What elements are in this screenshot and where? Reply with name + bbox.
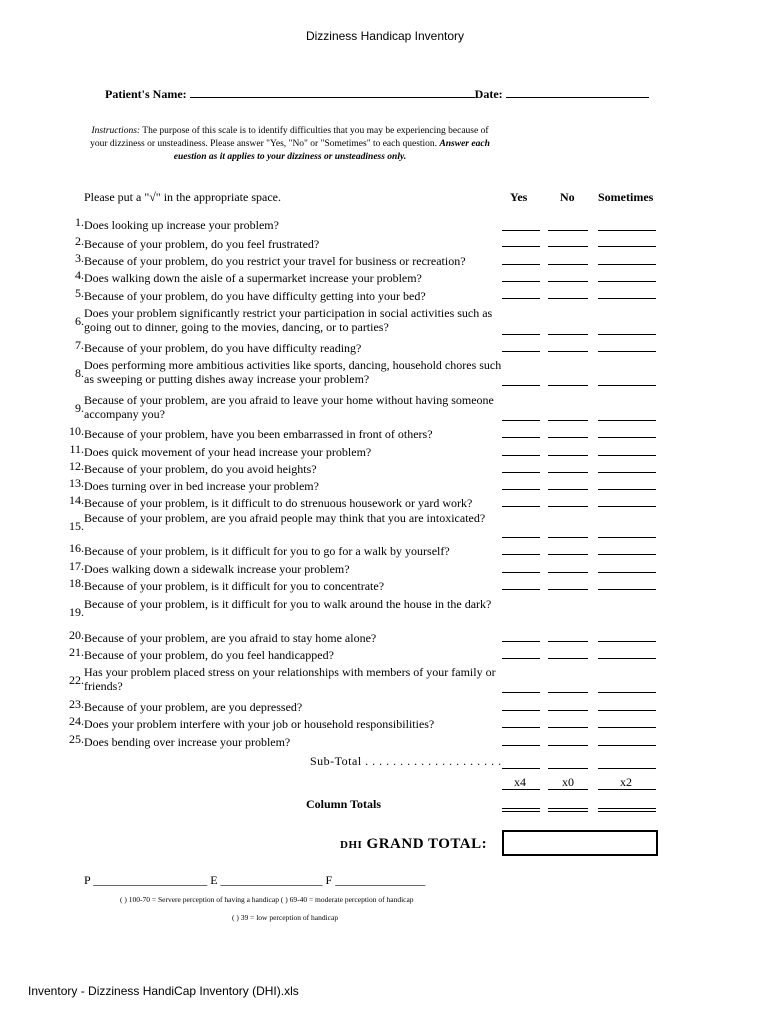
answer-sometimes-field[interactable] [598,334,656,335]
question-number: 13. [69,476,84,490]
answer-sometimes-field[interactable] [598,437,656,438]
answer-no-field[interactable] [548,727,588,728]
answer-sometimes-field[interactable] [598,281,656,282]
question-number: 4. [75,268,84,282]
answer-no-field[interactable] [548,506,588,507]
question-text: Because of your problem, do you have difficulty getting into your bed? [84,289,426,303]
answer-yes-field[interactable] [502,230,540,231]
question-number: 5. [75,286,84,300]
answer-no-field[interactable] [548,572,588,573]
question-number: 17. [69,559,84,573]
answer-yes-field[interactable] [502,489,540,490]
multiplier-yes: x4 [514,775,526,789]
answer-yes-field[interactable] [502,589,540,590]
answer-sometimes-field[interactable] [598,298,656,299]
subtotal-sometimes-field[interactable] [598,768,656,769]
patient-name-field[interactable] [190,87,475,98]
subtotal-no-field[interactable] [548,768,588,769]
answer-sometimes-field[interactable] [598,455,656,456]
instructions-emphasis: Answer each euestion as it applies to your dizziness or unsteadiness only. [173,139,490,162]
question-text: Does your problem significantly restrict your participation in social activities such as going out to dinner, going to the movies, dancing, or to parties? [84,306,493,334]
answer-sometimes-field[interactable] [598,537,656,538]
instructions-body: The purpose of this scale is to identify difficulties that you may be experiencing because of your dizziness or unsteadiness. Please answer "Yes, "No" or "Sometimes" to each question. [90,126,489,149]
answer-no-field[interactable] [548,385,588,386]
question-number: 14. [69,493,84,507]
question-number: 3. [75,251,84,265]
answer-no-field[interactable] [548,472,588,473]
question-text: Does turning over in bed increase your problem? [84,479,319,493]
answer-no-field[interactable] [548,230,588,231]
answer-no-field[interactable] [548,537,588,538]
answer-yes-field[interactable] [502,710,540,711]
answer-yes-field[interactable] [502,472,540,473]
question-text: Does walking down a sidewalk increase your problem? [84,562,350,576]
answer-no-field[interactable] [548,246,588,247]
scoring-legend-line-2: ( ) 39 = low perception of handicap [232,913,339,922]
answer-no-field[interactable] [548,264,588,265]
answer-sometimes-field[interactable] [598,589,656,590]
answer-sometimes-field[interactable] [598,472,656,473]
question-row [64,286,504,301]
answer-yes-field[interactable] [502,246,540,247]
answer-yes-field[interactable] [502,745,540,746]
question-text: Because of your problem, do you restrict your travel for business or recreation? [84,254,466,268]
answer-yes-field[interactable] [502,351,540,352]
question-number: 20. [69,628,84,642]
column-header-no: No [560,190,575,204]
question-row [64,476,504,491]
question-row [64,442,504,457]
question-text: Does your problem interfere with your job or household responsibilities? [84,717,435,731]
question-row [64,697,504,712]
question-text: Because of your problem, are you afraid people may think that you are intoxicated? [84,511,486,525]
answer-yes-field[interactable] [502,692,540,693]
answer-sometimes-field[interactable] [598,554,656,555]
answer-no-field[interactable] [548,437,588,438]
answer-no-field[interactable] [548,298,588,299]
answer-sometimes-field[interactable] [598,264,656,265]
question-row [64,393,504,423]
question-row [64,576,504,591]
question-row [64,459,504,474]
answer-sometimes-field[interactable] [598,727,656,728]
subtotal-label: Sub-Total . . . . . . . . . . . . . . . . . . . . [310,754,502,768]
column-header-sometimes: Sometimes [598,190,654,204]
answer-no-field[interactable] [548,710,588,711]
answer-no-field[interactable] [548,745,588,746]
question-number: 9. [75,401,84,415]
answer-yes-field[interactable] [502,420,540,421]
answer-yes-field[interactable] [502,537,540,538]
answer-no-field[interactable] [548,281,588,282]
question-text: Does quick movement of your head increase your problem? [84,445,372,459]
answer-sometimes-field[interactable] [598,246,656,247]
question-text: Because of your problem, have you been embarrassed in front of others? [84,427,433,441]
multiplier-sometimes-line [598,789,656,790]
answer-no-field[interactable] [548,589,588,590]
question-number: 15. [69,519,84,533]
answer-no-field[interactable] [548,334,588,335]
subtotal-yes-field[interactable] [502,768,540,769]
question-row [64,732,504,747]
grand-total-text: GRAND TOTAL: [366,836,488,852]
answer-sometimes-field[interactable] [598,420,656,421]
answer-yes-field[interactable] [502,334,540,335]
answer-sometimes-field[interactable] [598,710,656,711]
grand-total-label [340,836,487,853]
question-text: Does walking down the aisle of a supermarket increase your problem? [84,271,422,285]
answer-no-field[interactable] [548,351,588,352]
instructions-lead: Instructions: [91,126,141,136]
question-row [64,338,504,353]
question-text: Because of your problem, are you afraid to leave your home without having someone accompany you? [84,393,494,421]
question-row [64,268,504,283]
answer-yes-field[interactable] [502,658,540,659]
question-text: Because of your problem, do you have difficulty reading? [84,341,362,355]
patient-date-line [105,87,649,102]
column-header-yes: Yes [510,190,528,204]
answer-yes-field[interactable] [502,727,540,728]
question-text: Because of your problem, is it difficult to do strenuous housework or yard work? [84,496,473,510]
patient-name-label: Patient's Name: [105,87,187,101]
multiplier-sometimes: x2 [620,775,632,789]
question-number: 23. [69,697,84,711]
question-number: 7. [75,338,84,352]
question-text: Because of your problem, do you avoid heights? [84,462,317,476]
question-row [64,306,504,336]
answer-yes-field[interactable] [502,506,540,507]
question-row [64,511,504,541]
answer-sometimes-field[interactable] [598,230,656,231]
question-number: 6. [75,314,84,328]
answer-sometimes-field[interactable] [598,692,656,693]
column-totals-label: Column Totals [306,797,382,811]
instructions [90,125,490,164]
question-number: 18. [69,576,84,590]
question-row [64,493,504,508]
answer-no-field[interactable] [548,420,588,421]
answer-no-field[interactable] [548,692,588,693]
question-number: 11. [69,442,84,456]
answer-yes-field[interactable] [502,572,540,573]
question-row [64,645,504,660]
answer-no-field[interactable] [548,658,588,659]
question-number: 24. [69,714,84,728]
question-row [64,251,504,266]
answer-no-field[interactable] [548,641,588,642]
question-row [64,215,504,230]
question-row [64,234,504,249]
question-text: Because of your problem, do you feel handicapped? [84,648,334,662]
answer-no-field[interactable] [548,489,588,490]
put-check-instruction: Please put a "√" in the appropriate space. [84,190,281,204]
question-row [64,665,504,695]
question-number: 10. [69,424,84,438]
question-text: Has your problem placed stress on your relationships with members of your family or friends? [84,665,496,693]
multiplier-no: x0 [562,775,574,789]
question-row [64,541,504,556]
column-total-yes-field[interactable] [502,808,540,812]
answer-yes-field[interactable] [502,641,540,642]
question-text: Because of your problem, are you afraid to stay home alone? [84,631,377,645]
answer-yes-field[interactable] [502,455,540,456]
answer-yes-field[interactable] [502,298,540,299]
question-number: 19. [69,605,84,619]
answer-yes-field[interactable] [502,437,540,438]
question-text: Does looking up increase your problem? [84,218,279,232]
answer-no-field[interactable] [548,455,588,456]
question-text: Because of your problem, do you feel frustrated? [84,237,320,251]
question-text: Because of your problem, are you depressed? [84,700,303,714]
answer-no-field[interactable] [548,554,588,555]
question-number: 21. [69,645,84,659]
question-text: Because of your problem, is it difficult for you to concentrate? [84,579,385,593]
multiplier-yes-line [502,789,540,790]
question-row [64,559,504,574]
answer-sometimes-field[interactable] [598,385,656,386]
date-field[interactable] [506,87,649,98]
question-number: 16. [69,541,84,555]
question-number: 25. [69,732,84,746]
question-row [64,424,504,439]
answer-sometimes-field[interactable] [598,658,656,659]
answer-yes-field[interactable] [502,554,540,555]
multiplier-no-line [548,789,588,790]
question-number: 2. [75,234,84,248]
answer-sometimes-field[interactable] [598,351,656,352]
answer-sometimes-field[interactable] [598,506,656,507]
grand-total-prefix: DHI [340,839,363,851]
grand-total-box[interactable] [502,830,658,856]
question-row [64,597,504,627]
answer-yes-field[interactable] [502,264,540,265]
answer-sometimes-field[interactable] [598,572,656,573]
footer-filename: Inventory - Dizziness HandiCap Inventory (DHI).xls [28,984,299,998]
date-label: Date: [474,87,503,101]
question-text: Because of your problem, is it difficult for you to go for a walk by yourself? [84,544,450,558]
question-number: 22. [69,673,84,687]
column-total-sometimes-field[interactable] [598,808,656,812]
question-row [64,714,504,729]
answer-yes-field[interactable] [502,385,540,386]
page-title: Dizziness Handicap Inventory [305,29,465,43]
question-number: 8. [75,366,84,380]
pef-score-line: P ___________________ E _________________ F _______________ [84,873,426,887]
answer-yes-field[interactable] [502,281,540,282]
question-text: Does bending over increase your problem? [84,735,291,749]
question-text: Because of your problem, is it difficult for you to walk around the house in the dark? [84,597,492,611]
answer-sometimes-field[interactable] [598,641,656,642]
question-row [64,358,504,388]
column-total-no-field[interactable] [548,808,588,812]
question-row [64,628,504,643]
question-number: 1. [75,215,84,229]
scoring-legend-line-1: ( ) 100-70 = Servere perception of having a handicap ( ) 69-40 = moderate perception of handicap [120,895,414,904]
answer-sometimes-field[interactable] [598,489,656,490]
answer-sometimes-field[interactable] [598,745,656,746]
question-text: Does performing more ambitious activities like sports, dancing, household chores such as sweeping or putting dishes away increase your problem? [84,358,502,386]
question-number: 12. [69,459,84,473]
